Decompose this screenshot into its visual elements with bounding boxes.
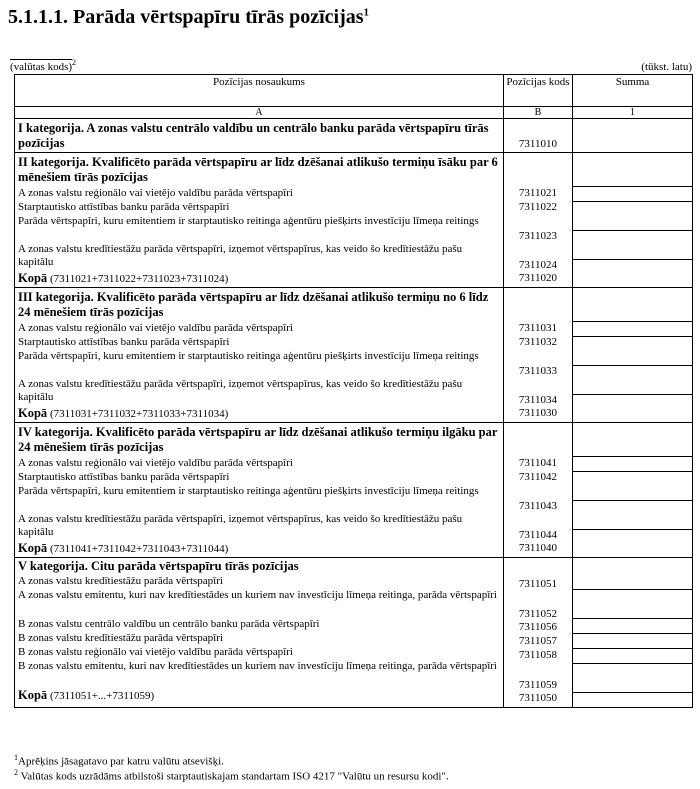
code-7311034: 7311034: [518, 394, 558, 406]
category-1-labels: [15, 119, 504, 153]
row-label-7311056: B zonas valstu centrālo valdību un centrālo banku parāda vērtspapīri: [18, 618, 320, 630]
sum-input-7311052[interactable]: [573, 589, 692, 618]
title-footnote-mark: 1: [363, 6, 370, 19]
category-2-codes: [503, 153, 572, 288]
category-3-total: [18, 407, 500, 422]
row-label-7311042: Starptautisko attīstības banku parāda vērtspapīri: [18, 471, 230, 483]
category-2-block: [15, 153, 693, 288]
sum-input-7311057[interactable]: [573, 633, 692, 648]
category-1-sums: [573, 119, 693, 153]
sum-input-7311034[interactable]: [573, 365, 692, 394]
total-formula: (7311051+...+7311059): [49, 690, 155, 702]
sum-input-7311051[interactable]: [573, 558, 692, 589]
code-7311021: 7311021: [518, 187, 558, 199]
code-7311043: 7311043: [518, 500, 558, 512]
total-word: Kopā: [18, 406, 48, 420]
sum-input-7311033[interactable]: [573, 336, 692, 365]
category-3-block: [15, 288, 693, 423]
sum-input-7311058[interactable]: [573, 648, 692, 663]
currency-code-field[interactable]: [10, 58, 76, 73]
category-2-labels: [15, 153, 504, 288]
sum-input-7311044[interactable]: [573, 500, 692, 529]
sum-input-7311021[interactable]: [573, 153, 692, 186]
category-5-title: V kategorija. Citu parāda vērtspapīru tīrās pozīcijas: [18, 559, 299, 573]
header-code: Pozīcijas kods: [503, 75, 572, 107]
sum-input-7311050[interactable]: [573, 692, 692, 707]
code-7311010: 7311010: [518, 138, 558, 150]
total-formula: (7311041+7311042+7311043+7311044): [49, 543, 229, 555]
code-7311040: 7311040: [518, 542, 558, 554]
code-7311042: 7311042: [518, 471, 558, 483]
code-7311050: 7311050: [518, 692, 558, 704]
sum-input-7311010[interactable]: [573, 119, 692, 152]
category-2-title: II kategorija. Kvalificēto parāda vērtspapīru ar līdz dzēšanai atlikušo termiņu īsāku par 6 mēnešiem tīrās pozīcijas: [18, 155, 498, 184]
total-word: Kopā: [18, 688, 48, 702]
category-5-block: [15, 558, 693, 708]
header-letter-row: [15, 107, 693, 119]
footnote-2-text: Valūtas kods uzrādāms atbilstoši starptautiskajam standartam ISO 4217 "Valūtu un resursu kodi".: [20, 770, 449, 783]
row-label-7311022: Starptautisko attīstības banku parāda vērtspapīri: [18, 201, 230, 213]
code-7311041: 7311041: [518, 457, 558, 469]
row-label-7311032: Starptautisko attīstības banku parāda vērtspapīri: [18, 336, 230, 348]
category-5-codes: [503, 558, 572, 708]
row-label-7311023: Parāda vērtspapīri, kuru emitentiem ir starptautisko reitinga aģentūru piešķirts investīciju līmeņa reitings: [18, 215, 479, 227]
sum-input-7311056[interactable]: [573, 618, 692, 633]
code-7311059: 7311059: [518, 679, 558, 691]
code-7311030: 7311030: [518, 407, 558, 419]
code-7311032: 7311032: [518, 336, 558, 348]
sum-input-7311031[interactable]: [573, 288, 692, 321]
header-name: Pozīcijas nosaukums: [15, 75, 504, 107]
category-3-sums: [573, 288, 693, 423]
sum-input-7311059[interactable]: [573, 663, 692, 692]
category-3-codes: [503, 288, 572, 423]
sum-input-7311040[interactable]: [573, 529, 692, 557]
row-label-7311024: A zonas valstu kredītiestāžu parāda vērtspapīri, izņemot vērtspapīrus, kas veido šo kredītiestāžu pašu kapitālu: [18, 243, 463, 268]
footnote-1-mark: 1: [14, 753, 18, 762]
total-word: Kopā: [18, 541, 48, 555]
page-title-text: 5.1.1.1. Parāda vērtspapīru tīrās pozīcijas: [8, 6, 364, 28]
code-7311033: 7311033: [518, 365, 558, 377]
code-7311056: 7311056: [518, 621, 558, 633]
category-1-block: [15, 119, 693, 153]
code-7311052: 7311052: [518, 608, 558, 620]
category-5-sums: [573, 558, 693, 708]
row-label-7311052: A zonas valstu emitentu, kuri nav kredītiestādes un kuriem nav investīciju līmeņa reitinga, parāda vērtspapīri: [18, 589, 497, 601]
code-7311024: 7311024: [518, 259, 558, 271]
category-3-labels: [15, 288, 504, 423]
code-7311031: 7311031: [518, 322, 558, 334]
footnote-1-text: Aprēķins jāsagatavo par katru valūtu atsevišķi.: [18, 755, 224, 768]
row-label-7311034: A zonas valstu kredītiestāžu parāda vērtspapīri, izņemot vērtspapīrus, kas veido šo kredītiestāžu pašu kapitālu: [18, 378, 463, 403]
category-4-codes: [503, 423, 572, 558]
row-label-7311041: A zonas valstu reģionālo vai vietējo valdību parāda vērtspapīri: [18, 457, 293, 469]
row-label-7311051: A zonas valstu kredītiestāžu parāda vērtspapīri: [18, 575, 223, 587]
currency-footnote-mark: 2: [72, 58, 77, 67]
code-7311022: 7311022: [518, 201, 558, 213]
category-2-sums: [573, 153, 693, 288]
row-label-7311033: Parāda vērtspapīri, kuru emitentiem ir starptautisko reitinga aģentūru piešķirts investīciju līmeņa reitings: [18, 350, 479, 362]
total-formula: (7311031+7311032+7311033+7311034): [49, 408, 229, 420]
sum-input-7311032[interactable]: [573, 321, 692, 336]
footnote-1: [14, 753, 224, 768]
row-label-7311043: Parāda vērtspapīri, kuru emitentiem ir starptautisko reitinga aģentūru piešķirts investīciju līmeņa reitings: [18, 485, 479, 497]
row-label-7311021: A zonas valstu reģionālo vai vietējo valdību parāda vērtspapīri: [18, 187, 293, 199]
header-letter-name: A: [15, 107, 504, 119]
code-7311057: 7311057: [518, 635, 558, 647]
sum-input-7311030[interactable]: [573, 394, 692, 422]
category-4-title: IV kategorija. Kvalificēto parāda vērtspapīru ar līdz dzēšanai atlikušo termiņu ilgāku par 24 mēnešiem tīrās pozīcijas: [18, 425, 498, 454]
code-7311058: 7311058: [518, 649, 558, 661]
category-4-total: [18, 542, 500, 557]
code-7311023: 7311023: [518, 230, 558, 242]
row-label-7311044: A zonas valstu kredītiestāžu parāda vērtspapīri, izņemot vērtspapīrus, kas veido šo kredītiestāžu pašu kapitālu: [18, 513, 463, 538]
code-7311051: 7311051: [518, 578, 558, 590]
total-word: Kopā: [18, 271, 48, 285]
row-label-7311058: B zonas valstu reģionālo vai vietējo valdību parāda vērtspapīri: [18, 646, 293, 658]
category-4-block: [15, 423, 693, 558]
footnote-2: [14, 768, 449, 783]
sum-input-7311041[interactable]: [573, 423, 692, 456]
total-formula: (7311021+7311022+7311023+7311024): [49, 273, 229, 285]
category-1-codes: [503, 119, 572, 153]
row-label-7311031: A zonas valstu reģionālo vai vietējo valdību parāda vērtspapīri: [18, 322, 293, 334]
sum-input-7311043[interactable]: [573, 471, 692, 500]
page-title: [8, 6, 369, 29]
currency-code-label: (valūtas kods): [10, 60, 73, 73]
category-5-labels: [15, 558, 504, 708]
sum-input-7311022[interactable]: [573, 186, 692, 201]
footnote-2-mark: 2: [14, 768, 18, 777]
category-2-total: [18, 272, 500, 287]
category-4-labels: [15, 423, 504, 558]
header-letter-code: B: [503, 107, 572, 119]
category-3-title: III kategorija. Kvalificēto parāda vērtspapīru ar līdz dzēšanai atlikušo termiņu no 6 līdz 24 mēnešiem tīrās pozīcijas: [18, 290, 489, 319]
row-label-7311059: B zonas valstu emitentu, kuri nav kredītiestādes un kuriem nav investīciju līmeņa reitinga, parāda vērtspapīri: [18, 660, 497, 672]
code-7311044: 7311044: [518, 529, 558, 541]
category-5-total: [18, 689, 500, 704]
sum-input-7311023[interactable]: [573, 201, 692, 230]
table-header-row: [15, 75, 693, 107]
unit-label: (tūkst. latu): [641, 61, 692, 73]
sum-input-7311042[interactable]: [573, 456, 692, 471]
header-letter-sum: 1: [573, 107, 693, 119]
sum-input-7311020[interactable]: [573, 259, 692, 287]
code-7311020: 7311020: [518, 272, 558, 284]
positions-table: [14, 74, 693, 708]
sum-input-7311024[interactable]: [573, 230, 692, 259]
category-1-title: I kategorija. A zonas valstu centrālo valdību un centrālo banku parāda vērtspapīru tīrās pozīcijas: [18, 121, 489, 150]
header-sum: Summa: [573, 75, 693, 107]
row-label-7311057: B zonas valstu kredītiestāžu parāda vērtspapīri: [18, 632, 223, 644]
category-4-sums: [573, 423, 693, 558]
